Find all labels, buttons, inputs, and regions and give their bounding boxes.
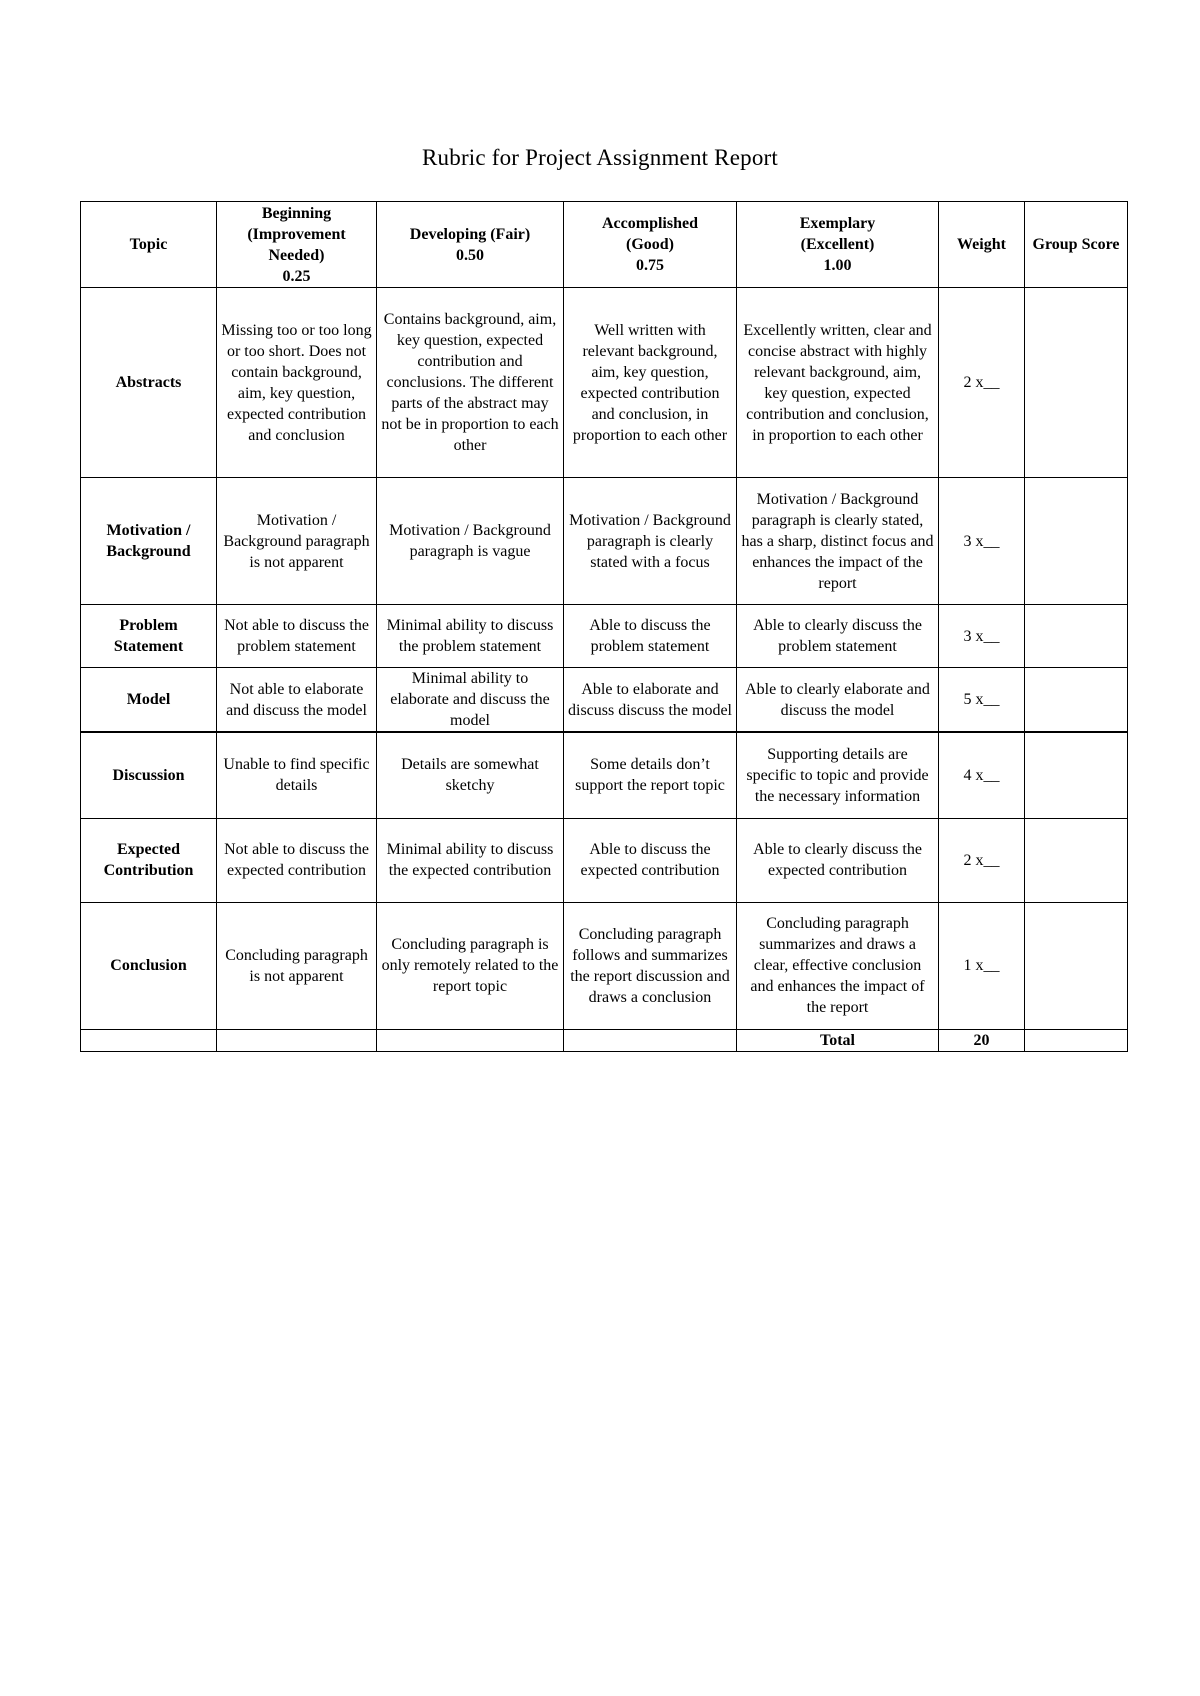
header-topic: Topic xyxy=(81,202,217,288)
cell-exemplary: Excellently written, clear and concise abstract with highly relevant background, aim, key question, expected contribution and conclusion, in proportion to each other xyxy=(737,288,939,478)
empty-cell xyxy=(377,1029,564,1051)
header-level-score: 0.50 xyxy=(456,246,484,264)
cell-exemplary: Supporting details are specific to topic and provide the necessary information xyxy=(737,732,939,818)
row-topic: Abstracts xyxy=(81,288,217,478)
header-level-beginning xyxy=(217,202,377,288)
header-level-name: Accomplished xyxy=(602,215,698,232)
cell-developing: Details are somewhat sketchy xyxy=(377,732,564,818)
row-topic: Conclusion xyxy=(81,902,217,1029)
cell-weight: 3 x__ xyxy=(939,605,1025,668)
cell-accomplished: Able to elaborate and discuss discuss the model xyxy=(564,668,737,733)
cell-exemplary: Concluding paragraph summarizes and draws a clear, effective conclusion and enhances the impact of the report xyxy=(737,902,939,1029)
cell-weight: 1 x__ xyxy=(939,902,1025,1029)
table-row xyxy=(81,732,1128,818)
header-level-name: (Improvement xyxy=(247,225,346,243)
header-row xyxy=(81,202,1128,288)
cell-accomplished: Some details don’t support the report topic xyxy=(564,732,737,818)
cell-beginning: Missing too or too long or too short. Does not contain background, aim, key question, expected contribution and conclusion xyxy=(217,288,377,478)
cell-accomplished: Able to discuss the expected contribution xyxy=(564,818,737,902)
row-topic: Problem Statement xyxy=(81,605,217,668)
cell-beginning: Unable to find specific details xyxy=(217,732,377,818)
header-level-name: Exemplary xyxy=(799,215,876,232)
cell-group-score[interactable] xyxy=(1025,668,1128,733)
cell-weight: 5 x__ xyxy=(939,668,1025,733)
cell-exemplary: Able to clearly discuss the problem statement xyxy=(737,605,939,668)
total-group-score[interactable] xyxy=(1025,1029,1128,1051)
header-level-score: 0.25 xyxy=(282,267,311,285)
rubric-table xyxy=(80,201,1128,1052)
header-level-score: 1.00 xyxy=(823,257,852,274)
cell-developing: Contains background, aim, key question, expected contribution and conclusions. The different parts of the abstract may not be in proportion to each other xyxy=(377,288,564,478)
cell-accomplished: Concluding paragraph follows and summarizes the report discussion and draws a conclusion xyxy=(564,902,737,1029)
cell-exemplary: Able to clearly elaborate and discuss the model xyxy=(737,668,939,733)
cell-beginning: Motivation / Background paragraph is not apparent xyxy=(217,478,377,605)
cell-exemplary: Motivation / Background paragraph is clearly stated, has a sharp, distinct focus and enhances the impact of the report xyxy=(737,478,939,605)
table-row xyxy=(81,288,1128,478)
cell-exemplary: Able to clearly discuss the expected contribution xyxy=(737,818,939,902)
table-row xyxy=(81,668,1128,733)
cell-beginning: Not able to discuss the problem statement xyxy=(217,605,377,668)
cell-weight: 2 x__ xyxy=(939,818,1025,902)
cell-weight: 2 x__ xyxy=(939,288,1025,478)
row-topic: Discussion xyxy=(81,732,217,818)
cell-accomplished: Motivation / Background paragraph is clearly stated with a focus xyxy=(564,478,737,605)
cell-group-score[interactable] xyxy=(1025,478,1128,605)
total-value: 20 xyxy=(939,1029,1025,1051)
cell-beginning: Concluding paragraph is not apparent xyxy=(217,902,377,1029)
empty-cell xyxy=(564,1029,737,1051)
empty-cell xyxy=(217,1029,377,1051)
header-level-score: 0.75 xyxy=(636,257,664,274)
row-topic: Motivation / Background xyxy=(81,478,217,605)
table-row xyxy=(81,478,1128,605)
cell-group-score[interactable] xyxy=(1025,605,1128,668)
table-row xyxy=(81,902,1128,1029)
row-topic: Expected Contribution xyxy=(81,818,217,902)
header-weight: Weight xyxy=(939,202,1025,288)
cell-beginning: Not able to discuss the expected contribution xyxy=(217,818,377,902)
header-level-name: Developing (Fair) xyxy=(409,225,531,243)
cell-group-score[interactable] xyxy=(1025,732,1128,818)
cell-developing: Minimal ability to discuss the problem statement xyxy=(377,605,564,668)
cell-group-score[interactable] xyxy=(1025,902,1128,1029)
header-level-exemplary xyxy=(737,202,939,288)
cell-developing: Minimal ability to discuss the expected contribution xyxy=(377,818,564,902)
page-title: Rubric for Project Assignment Report xyxy=(422,145,778,170)
cell-developing: Motivation / Background paragraph is vague xyxy=(377,478,564,605)
header-level-name: Beginning xyxy=(261,204,332,222)
row-topic: Model xyxy=(81,668,217,733)
total-label: Total xyxy=(737,1029,939,1051)
empty-cell xyxy=(81,1029,217,1051)
cell-accomplished: Able to discuss the problem statement xyxy=(564,605,737,668)
header-group-score: Group Score xyxy=(1025,202,1128,288)
cell-group-score[interactable] xyxy=(1025,288,1128,478)
header-level-accomplished xyxy=(564,202,737,288)
header-level-name: (Good) xyxy=(626,236,674,253)
cell-weight: 3 x__ xyxy=(939,478,1025,605)
cell-beginning: Not able to elaborate and discuss the model xyxy=(217,668,377,733)
header-level-developing xyxy=(377,202,564,288)
cell-accomplished: Well written with relevant background, aim, key question, expected contribution and conclusion, in proportion to each other xyxy=(564,288,737,478)
cell-group-score[interactable] xyxy=(1025,818,1128,902)
table-row xyxy=(81,605,1128,668)
cell-developing: Concluding paragraph is only remotely related to the report topic xyxy=(377,902,564,1029)
header-level-name: (Excellent) xyxy=(800,236,875,253)
cell-weight: 4 x__ xyxy=(939,732,1025,818)
total-row xyxy=(81,1029,1128,1051)
cell-developing: Minimal ability to elaborate and discuss the model xyxy=(377,668,564,733)
header-level-name: Needed) xyxy=(268,246,325,264)
table-row xyxy=(81,818,1128,902)
